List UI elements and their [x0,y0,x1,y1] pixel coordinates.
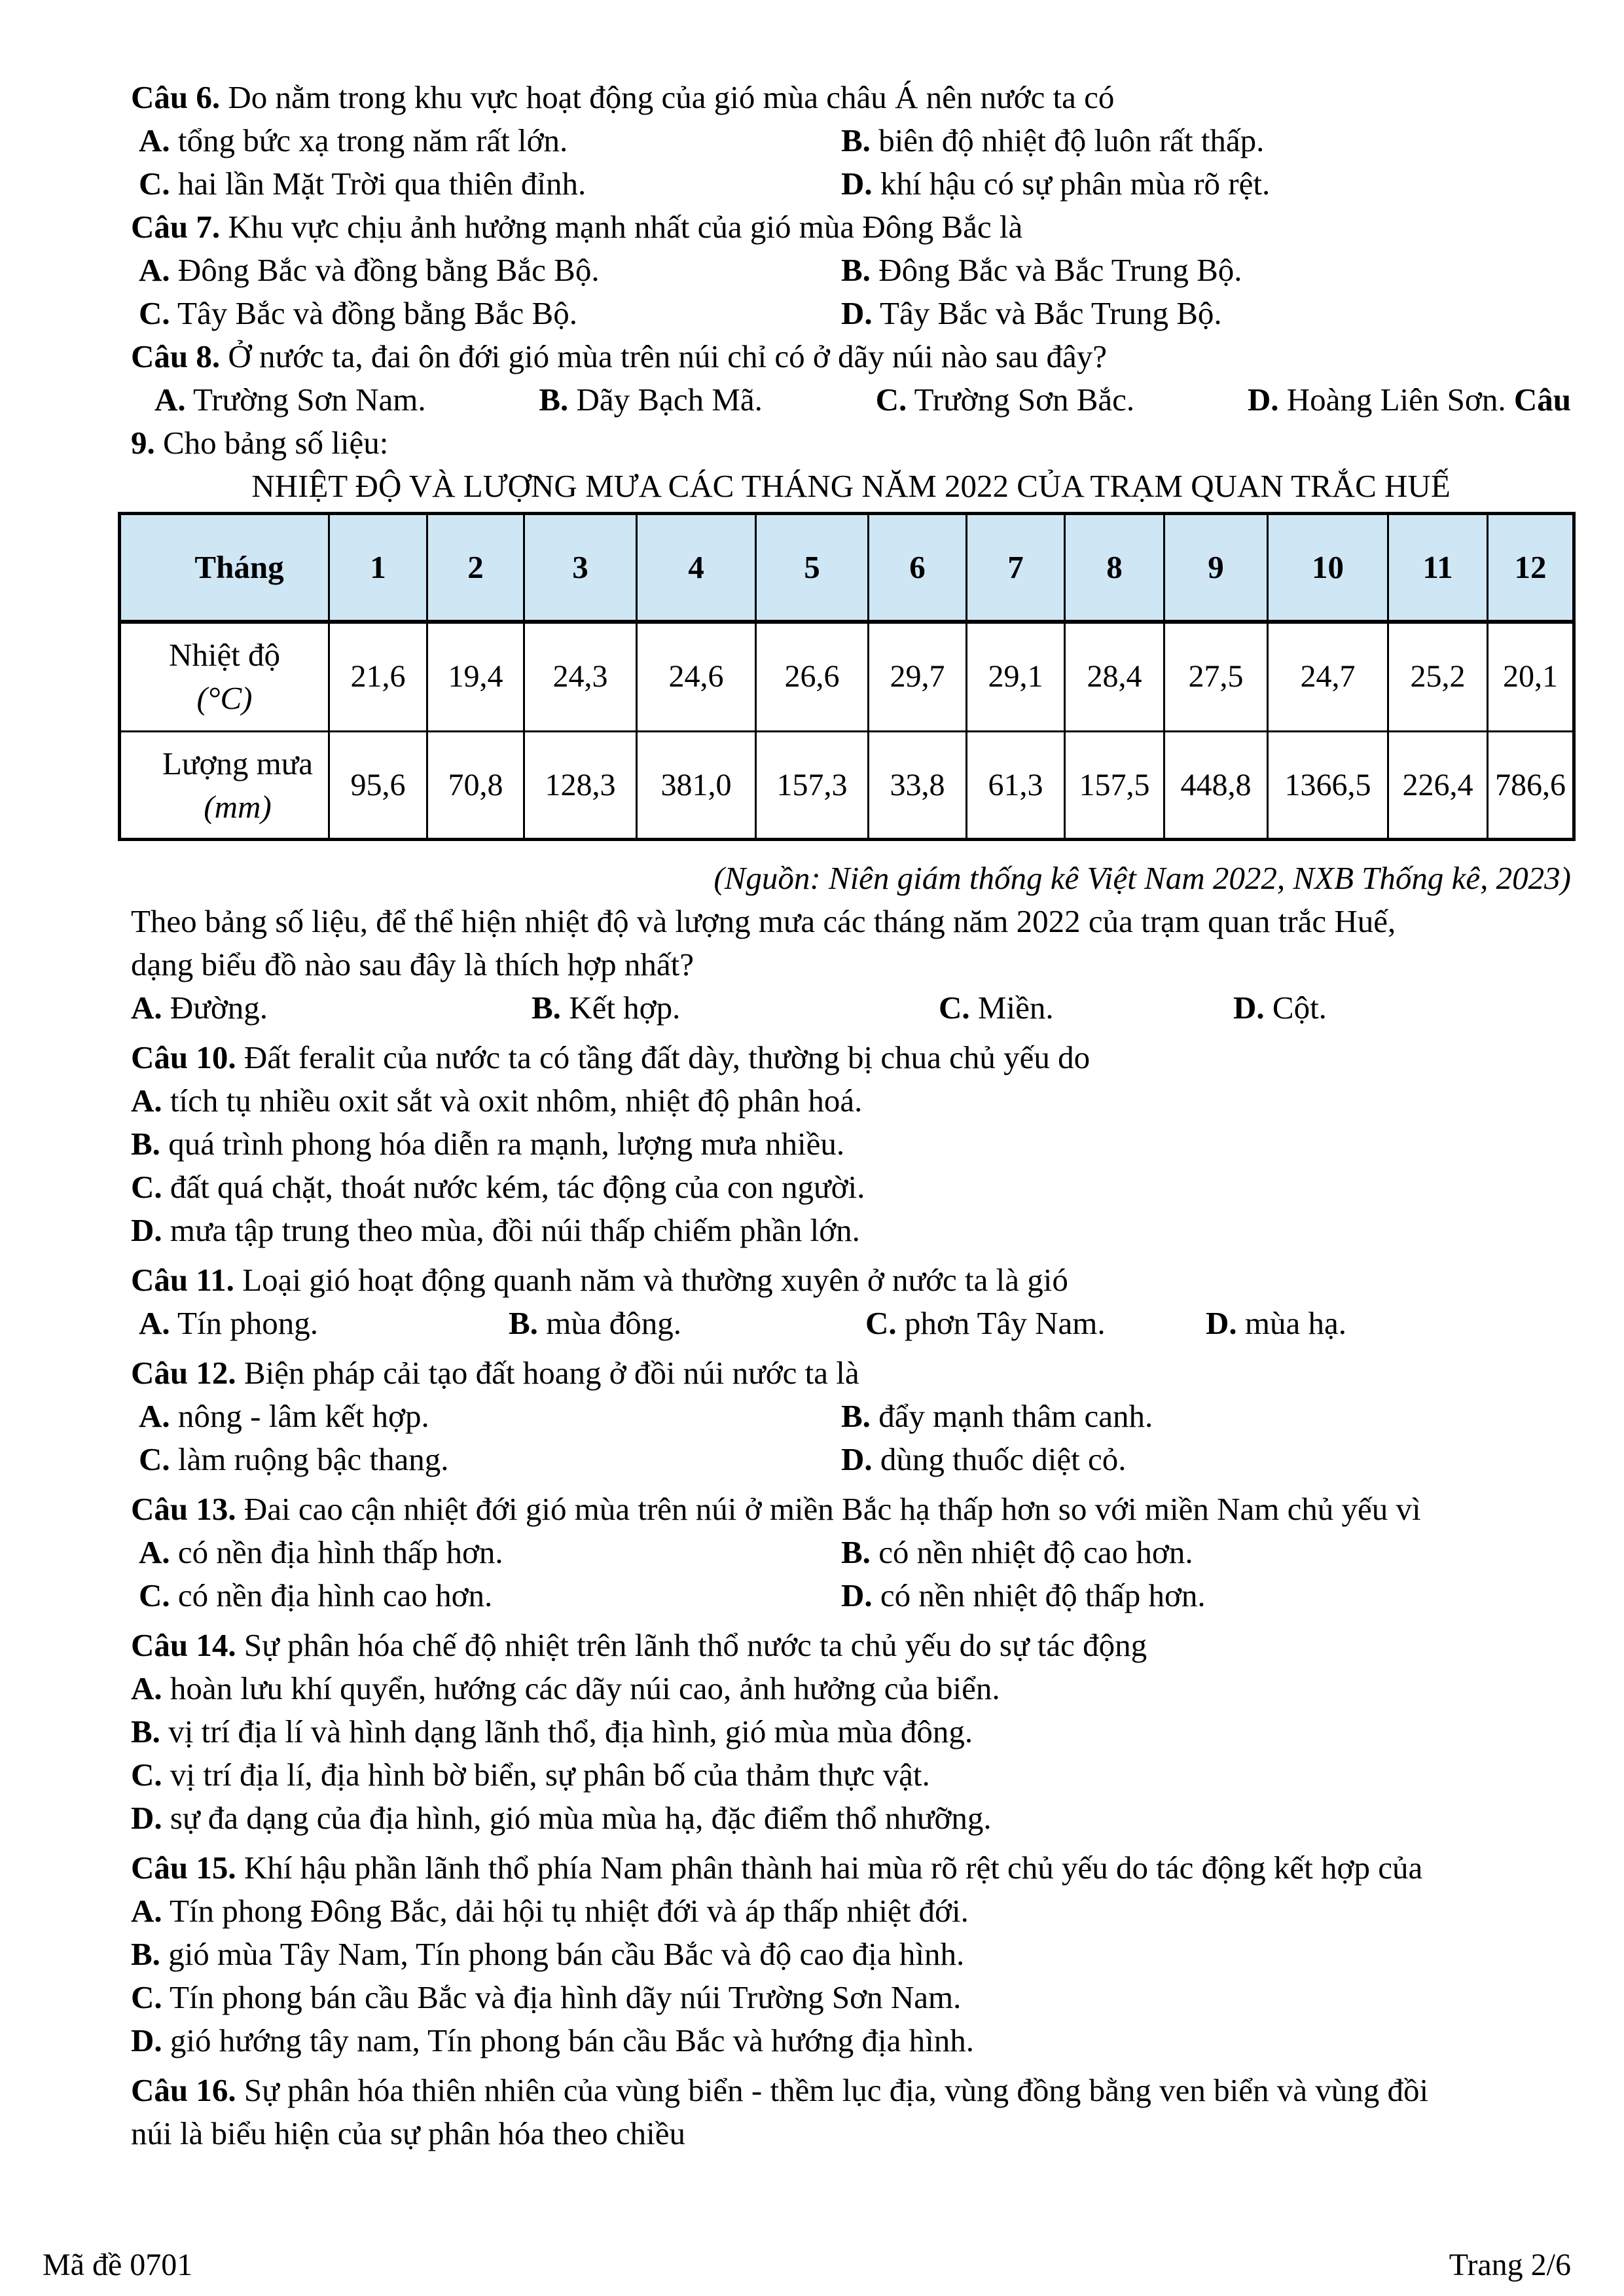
rainfall-value: 1366,5 [1268,732,1388,840]
table-header-cell: 3 [524,514,637,622]
option-letter: B. [841,1534,871,1570]
question-6-options-row-1 [131,119,1571,162]
option-letter: B. [532,990,561,1026]
table-header-cell: 6 [869,514,967,622]
question-12-options-row-2 [131,1438,1571,1481]
table-header-cell: 2 [427,514,524,622]
table-header-cell: 1 [329,514,427,622]
option-letter: A. [131,1893,162,1929]
option-text: Đường. [170,990,268,1026]
page-footer [43,2244,1571,2287]
option-letter: B. [841,122,871,158]
q11-option-c [865,1302,1206,1345]
table-header-cell: 12 [1488,514,1574,622]
question-10-text: Đất feralit của nước ta có tầng đất dày, thường bị chua chủ yếu do [244,1039,1091,1075]
option-text: sự đa dạng của địa hình, gió mùa mùa hạ, đặc điểm thổ nhưỡng. [170,1800,992,1836]
q12-option-b [841,1395,1571,1438]
q15-option-b [131,1933,1571,1976]
option-letter: C. [131,1979,162,2015]
q7-option-c [131,292,841,335]
q7-option-a [131,249,841,292]
table-header-row [120,514,1574,622]
option-letter: A. [139,1305,170,1341]
question-12-heading [131,1352,1571,1395]
rainfall-value: 448,8 [1164,732,1268,840]
option-letter: A. [131,1670,162,1706]
question-16-heading [131,2069,1571,2112]
q13-option-d [841,1574,1571,1617]
option-letter: D. [1247,382,1279,418]
option-text: khí hậu có sự phân mùa rõ rệt. [880,166,1271,202]
q9-option-a [131,986,532,1030]
q11-option-b [509,1302,865,1345]
option-letter: A. [131,1083,162,1119]
question-7-heading [131,206,1571,249]
q13-option-b [841,1531,1571,1574]
temperature-value: 21,6 [329,622,427,732]
question-16-text-line1: Sự phân hóa thiên nhiên của vùng biển - thềm lục địa, vùng đồng bằng ven biển và vùng đồi [244,2072,1429,2108]
question-9-number: 9. [131,425,155,461]
temperature-value: 27,5 [1164,622,1268,732]
option-text: nông - lâm kết hợp. [177,1398,429,1434]
option-letter: A. [139,1534,170,1570]
option-text: làm ruộng bậc thang. [177,1441,449,1477]
q8-option-d [1248,378,1571,422]
option-text: Miền. [977,990,1054,1026]
question-10-heading [131,1036,1571,1079]
rainfall-value: 157,5 [1065,732,1164,840]
option-text: dùng thuốc diệt cỏ. [880,1441,1127,1477]
q14-option-b [131,1710,1571,1753]
question-6-options-row-2 [131,162,1571,206]
option-letter: B. [841,252,871,288]
question-7-options-row-2 [131,292,1571,335]
q6-option-b [841,119,1571,162]
q8-option-c [876,378,1135,422]
option-letter: C. [875,382,907,418]
question-16-number: Câu 16. [131,2072,236,2108]
question-9-options-row [131,986,1571,1030]
option-letter: D. [841,1441,873,1477]
question-11-text: Loại gió hoạt động quanh năm và thường xuyên ở nước ta là gió [242,1262,1068,1298]
question-13-options-row-1 [131,1531,1571,1574]
table-header-cell: 11 [1388,514,1488,622]
rainfall-label-line2: (mm) [204,788,272,825]
rainfall-value: 95,6 [329,732,427,840]
q6-option-d [841,162,1571,206]
q9-option-c [939,986,1233,1030]
option-text: đẩy mạnh thâm canh. [878,1398,1153,1434]
option-text: Tây Bắc và Bắc Trung Bộ. [880,295,1222,331]
option-letter: B. [509,1305,538,1341]
question-9-intro-text: Cho bảng số liệu: [163,425,389,461]
temperature-value: 29,7 [869,622,967,732]
exam-content [131,76,1571,2155]
temperature-value: 24,6 [637,622,756,732]
rainfall-value: 61,3 [967,732,1065,840]
q11-option-a [139,1302,509,1345]
question-15-number: Câu 15. [131,1850,236,1886]
option-letter: D. [841,1577,873,1613]
option-letter: C. [939,990,970,1026]
q13-option-c [131,1574,841,1617]
question-12-text: Biện pháp cải tạo đất hoang ở đồi núi nước ta là [244,1355,859,1391]
q11-option-d [1206,1302,1346,1345]
question-8-number: Câu 8. [131,338,221,374]
question-10-number: Câu 10. [131,1039,236,1075]
question-16-text-line2: núi là biểu hiện của sự phân hóa theo chiều [131,2115,686,2151]
option-text: có nền nhiệt độ cao hơn. [878,1534,1193,1570]
option-text: Tây Bắc và đồng bằng Bắc Bộ. [177,295,577,331]
question-13-heading [131,1488,1571,1531]
option-text: có nền nhiệt độ thấp hơn. [880,1577,1206,1613]
temperature-label-line2: (°C) [196,680,253,717]
question-11-heading [131,1259,1571,1302]
q6-option-c [131,162,841,206]
q15-option-a [131,1890,1571,1933]
table-temperature-row [120,622,1574,732]
question-8-text: Ở nước ta, đai ôn đới gió mùa trên núi chỉ có ở dãy núi nào sau đây? [228,338,1107,374]
option-text: hai lần Mặt Trời qua thiên đỉnh. [177,166,586,202]
question-14-number: Câu 14. [131,1627,236,1663]
q7-option-b [841,249,1571,292]
q12-option-a [131,1395,841,1438]
table-source: (Nguồn: Niên giám thống kê Việt Nam 2022, NXB Thống kê, 2023) [713,860,1571,896]
option-letter: C. [139,295,170,331]
q8-option-b [539,378,763,422]
table-header-cell: 7 [967,514,1065,622]
question-14-text: Sự phân hóa chế độ nhiệt trên lãnh thổ nước ta chủ yếu do sự tác động [244,1627,1147,1663]
rainfall-value: 70,8 [427,732,524,840]
option-letter: C. [865,1305,897,1341]
table-header-month: Tháng [120,514,329,622]
option-letter: B. [131,1126,160,1162]
question-7-options-row-1 [131,249,1571,292]
option-letter: B. [539,382,569,418]
temperature-value: 20,1 [1488,622,1574,732]
option-text: phơn Tây Nam. [904,1305,1106,1341]
option-letter: C. [131,1169,162,1205]
option-text: Tín phong bán cầu Bắc và địa hình dãy núi Trường Sơn Nam. [170,1979,962,2015]
option-letter: B. [841,1398,871,1434]
q14-option-a [131,1667,1571,1710]
q14-option-d [131,1797,1571,1840]
temperature-value: 19,4 [427,622,524,732]
table-rainfall-row [120,732,1574,840]
option-text: hoàn lưu khí quyển, hướng các dãy núi cao, ảnh hưởng của biển. [170,1670,1000,1706]
question-15-text: Khí hậu phần lãnh thổ phía Nam phân thành hai mùa rõ rệt chủ yếu do tác động kết hợp của [244,1850,1423,1886]
q15-option-d [131,2019,1571,2062]
question-6-heading [131,76,1571,119]
option-letter: A. [131,990,162,1026]
option-text: gió hướng tây nam, Tín phong bán cầu Bắc và hướng địa hình. [170,2022,974,2058]
question-11-number: Câu 11. [131,1262,234,1298]
rainfall-value: 157,3 [756,732,869,840]
exam-code: Mã đề 0701 [43,2248,193,2282]
question-13-options-row-2 [131,1574,1571,1617]
table-header-cell: 9 [1164,514,1268,622]
option-text: tổng bức xạ trong năm rất lớn. [177,122,568,158]
option-letter: A. [154,382,186,418]
temperature-value: 25,2 [1388,622,1488,732]
question-8-options-row [131,378,1571,422]
temperature-value: 26,6 [756,622,869,732]
option-text: Hoàng Liên Sơn. [1286,382,1506,418]
option-letter: C. [139,1577,170,1613]
q9-option-b [532,986,939,1030]
rainfall-row-label [120,732,329,840]
option-text: Kết hợp. [569,990,681,1026]
option-text: Tín phong. [177,1305,319,1341]
q9-option-d [1233,986,1327,1030]
option-letter: A. [139,1398,170,1434]
q7-option-d [841,292,1571,335]
option-text: Dãy Bạch Mã. [576,382,763,418]
temperature-row-label [120,622,329,732]
temperature-label-line1: Nhiệt độ [168,637,281,673]
temperature-value: 29,1 [967,622,1065,732]
table-header-cell: 8 [1065,514,1164,622]
table-header-cell: 5 [756,514,869,622]
rainfall-value: 786,6 [1488,732,1574,840]
q13-option-a [131,1531,841,1574]
option-text: mưa tập trung theo mùa, đồi núi thấp chiếm phần lớn. [170,1212,860,1248]
question-14-heading [131,1624,1571,1667]
question-15-heading [131,1846,1571,1890]
q10-option-a [131,1079,1571,1122]
option-text: gió mùa Tây Nam, Tín phong bán cầu Bắc và độ cao địa hình. [168,1936,965,1972]
q14-option-c [131,1753,1571,1797]
option-text: đất quá chặt, thoát nước kém, tác động của con người. [170,1169,865,1205]
q10-option-d [131,1209,1571,1252]
option-text: vị trí địa lí, địa hình bờ biển, sự phân bố của thảm thực vật. [170,1757,930,1793]
option-text: Đông Bắc và đồng bằng Bắc Bộ. [177,252,600,288]
option-text: có nền địa hình cao hơn. [177,1577,493,1613]
option-letter: C. [139,1441,170,1477]
q8-option-a [154,378,426,422]
option-text: Tín phong Đông Bắc, dải hội tụ nhiệt đới và áp thấp nhiệt đới. [170,1893,969,1929]
option-text: tích tụ nhiều oxit sắt và oxit nhôm, nhiệt độ phân hoá. [170,1083,863,1119]
hue-climate-table [118,512,1576,841]
rainfall-value: 381,0 [637,732,756,840]
question-12-number: Câu 12. [131,1355,236,1391]
question-6-text: Do nằm trong khu vực hoạt động của gió mùa châu Á nên nước ta có [228,79,1115,115]
table-title: NHIỆT ĐỘ VÀ LƯỢNG MƯA CÁC THÁNG NĂM 2022 CỦA TRẠM QUAN TRẮC HUẾ [251,468,1451,504]
option-letter: C. [139,166,170,202]
q12-option-d [841,1438,1571,1481]
question-9-number-wrapped: Câu [1513,382,1571,418]
table-header-cell: 10 [1268,514,1388,622]
option-text: mùa đông. [546,1305,682,1341]
question-7-text: Khu vực chịu ảnh hưởng mạnh nhất của gió mùa Đông Bắc là [228,209,1023,245]
option-letter: B. [131,1936,160,1972]
option-letter: C. [131,1757,162,1793]
option-text: vị trí địa lí và hình dạng lãnh thổ, địa hình, gió mùa mùa đông. [168,1713,973,1749]
option-text: quá trình phong hóa diễn ra mạnh, lượng mưa nhiều. [168,1126,845,1162]
option-letter: D. [841,166,873,202]
option-text: Cột. [1272,990,1327,1026]
option-letter: D. [131,2022,162,2058]
option-text: mùa hạ. [1244,1305,1347,1341]
option-letter: B. [131,1713,160,1749]
temperature-value: 24,3 [524,622,637,732]
table-header-cell: 4 [637,514,756,622]
option-letter: D. [131,1800,162,1836]
q10-option-b [131,1122,1571,1166]
q15-option-c [131,1976,1571,2019]
q10-option-c [131,1166,1571,1209]
page-number: Trang 2/6 [1449,2248,1571,2282]
option-text: có nền địa hình thấp hơn. [177,1534,503,1570]
question-6-number: Câu 6. [131,79,221,115]
option-letter: D. [841,295,873,331]
option-letter: D. [1206,1305,1237,1341]
option-text: Trường Sơn Bắc. [914,382,1135,418]
option-letter: A. [139,122,170,158]
question-12-options-row-1 [131,1395,1571,1438]
question-8-heading [131,335,1571,378]
option-letter: A. [139,252,170,288]
rainfall-value: 33,8 [869,732,967,840]
option-letter: D. [131,1212,162,1248]
rainfall-label-line1: Lượng mưa [162,745,314,781]
option-letter: D. [1233,990,1265,1026]
option-text: Trường Sơn Nam. [193,382,426,418]
rainfall-value: 226,4 [1388,732,1488,840]
question-9-line1: Theo bảng số liệu, để thể hiện nhiệt độ và lượng mưa các tháng năm 2022 của trạm quan trắc Huế, [131,903,1396,939]
question-9-intro [131,422,1571,465]
q6-option-a [131,119,841,162]
option-text: Đông Bắc và Bắc Trung Bộ. [878,252,1242,288]
q12-option-c [131,1438,841,1481]
temperature-value: 24,7 [1268,622,1388,732]
question-7-number: Câu 7. [131,209,221,245]
option-text: biên độ nhiệt độ luôn rất thấp. [878,122,1265,158]
question-11-options-row [131,1302,1571,1345]
temperature-value: 28,4 [1065,622,1164,732]
rainfall-value: 128,3 [524,732,637,840]
question-13-text: Đai cao cận nhiệt đới gió mùa trên núi ở miền Bắc hạ thấp hơn so với miền Nam chủ yếu vì [244,1491,1421,1527]
question-13-number: Câu 13. [131,1491,236,1527]
question-9-line2: dạng biểu đồ nào sau đây là thích hợp nhất? [131,946,695,982]
